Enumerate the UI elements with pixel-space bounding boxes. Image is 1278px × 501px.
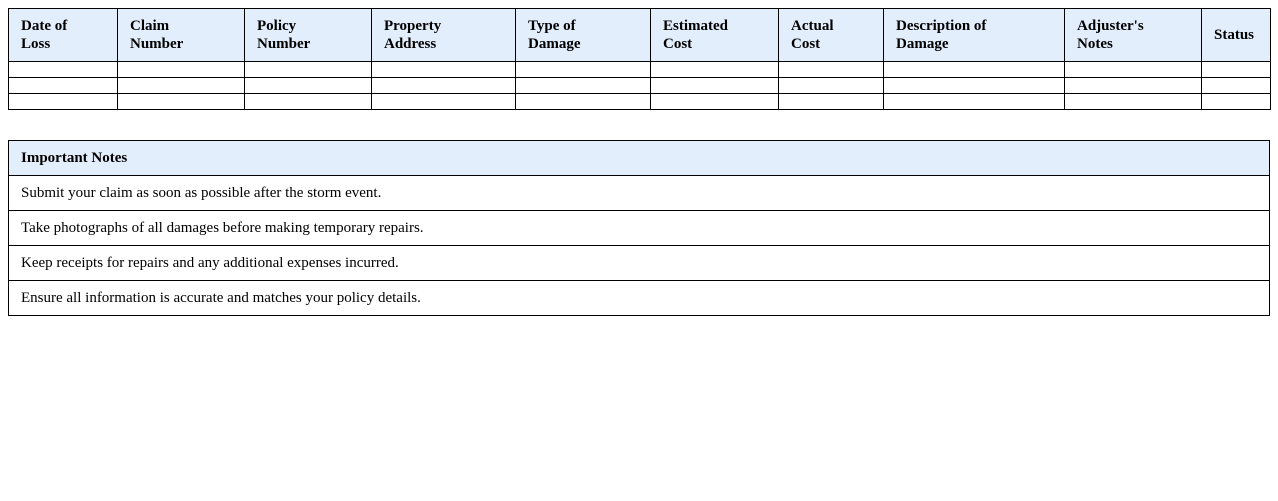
table-row — [9, 94, 1271, 110]
header-label: Estimated Cost — [663, 18, 728, 52]
list-item — [9, 176, 1270, 211]
page-content — [8, 8, 1270, 316]
table-cell[interactable] — [651, 94, 779, 110]
table-cell[interactable] — [9, 94, 118, 110]
header-label: Policy Number — [257, 18, 311, 52]
table-cell[interactable] — [1202, 94, 1271, 110]
notes-header-row — [9, 141, 1270, 176]
notes-title: Important Notes — [9, 141, 1270, 176]
header-label: Status — [1214, 27, 1255, 43]
table-cell[interactable] — [884, 94, 1065, 110]
table-cell[interactable] — [118, 62, 245, 78]
header-claim-number — [118, 9, 245, 62]
header-adjusters-notes — [1065, 9, 1202, 62]
header-property-address — [372, 9, 516, 62]
table-cell[interactable] — [245, 94, 372, 110]
table-cell[interactable] — [1065, 78, 1202, 94]
header-label: Date of Loss — [21, 18, 68, 52]
table-cell[interactable] — [516, 94, 651, 110]
header-label: Adjuster's Notes — [1077, 18, 1144, 52]
header-label: Type of Damage — [528, 18, 581, 52]
table-cell[interactable] — [372, 62, 516, 78]
header-date-of-loss — [9, 9, 118, 62]
header-policy-number — [245, 9, 372, 62]
table-row — [9, 78, 1271, 94]
table-cell[interactable] — [884, 62, 1065, 78]
header-label: Description of Damage — [896, 18, 987, 52]
table-cell[interactable] — [245, 78, 372, 94]
table-cell[interactable] — [118, 94, 245, 110]
header-label: Actual Cost — [791, 18, 834, 52]
claims-header-row — [9, 9, 1271, 62]
list-item — [9, 211, 1270, 246]
table-cell[interactable] — [651, 62, 779, 78]
table-cell[interactable] — [884, 78, 1065, 94]
table-cell[interactable] — [516, 62, 651, 78]
table-cell[interactable] — [651, 78, 779, 94]
table-cell[interactable] — [779, 94, 884, 110]
table-cell[interactable] — [1202, 62, 1271, 78]
table-cell[interactable] — [1065, 94, 1202, 110]
note-text: Ensure all information is accurate and matches your policy details. — [9, 281, 1270, 316]
note-text: Keep receipts for repairs and any additional expenses incurred. — [9, 246, 1270, 281]
table-cell[interactable] — [779, 78, 884, 94]
list-item — [9, 246, 1270, 281]
claims-table — [8, 8, 1271, 110]
table-cell[interactable] — [372, 94, 516, 110]
header-description-of-damage — [884, 9, 1065, 62]
table-cell[interactable] — [779, 62, 884, 78]
table-cell[interactable] — [9, 78, 118, 94]
header-label: Property Address — [384, 18, 442, 52]
table-cell[interactable] — [1202, 78, 1271, 94]
note-text: Submit your claim as soon as possible after the storm event. — [9, 176, 1270, 211]
header-label: Claim Number — [130, 18, 184, 52]
header-status — [1202, 9, 1271, 62]
table-cell[interactable] — [245, 62, 372, 78]
table-cell[interactable] — [516, 78, 651, 94]
header-actual-cost — [779, 9, 884, 62]
table-row — [9, 62, 1271, 78]
header-type-of-damage — [516, 9, 651, 62]
table-cell[interactable] — [1065, 62, 1202, 78]
list-item — [9, 281, 1270, 316]
table-cell[interactable] — [9, 62, 118, 78]
table-cell[interactable] — [118, 78, 245, 94]
note-text: Take photographs of all damages before making temporary repairs. — [9, 211, 1270, 246]
table-cell[interactable] — [372, 78, 516, 94]
important-notes-table — [8, 140, 1270, 316]
header-estimated-cost — [651, 9, 779, 62]
